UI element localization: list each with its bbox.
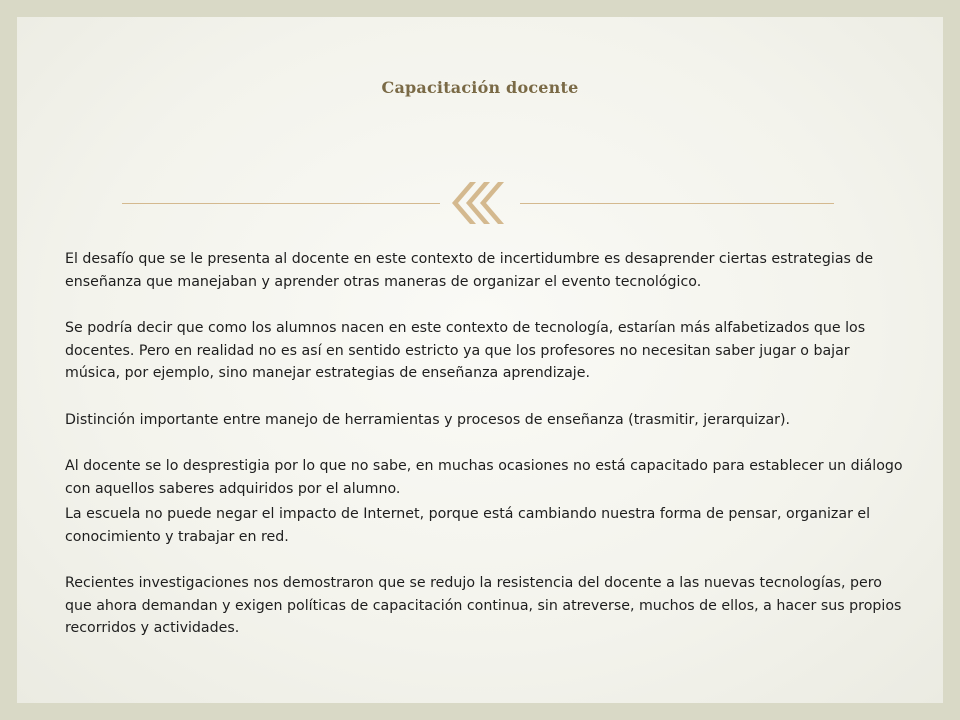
divider-line-right <box>520 203 834 204</box>
body-text <box>65 248 905 640</box>
paragraph-alumnos-tecnologia: Se podría decir que como los alumnos nacen en este contexto de tecnología, estarían más alfabetizados que los docentes. Pero en realidad no es así en sentido estricto ya que los profesores no necesitan saber jugar o bajar música, por ejemplo, sino manejar estrategias de enseñanza aprendizaje. <box>65 320 866 381</box>
paragraph-desprestigio: Al docente se lo desprestigia por lo que no sabe, en muchas ocasiones no está capacitado para establecer un diálogo con aquellos saberes adquiridos por el alumno. <box>65 458 903 497</box>
paragraph-desafio: El desafío que se le presenta al docente en este contexto de incertidumbre es desaprender ciertas estrategias de enseñanza que manejaban y aprender otras maneras de organizar el evento tecnológico. <box>65 251 874 290</box>
divider-line-left <box>122 203 440 204</box>
paragraph-distincion: Distinción importante entre manejo de herramientas y procesos de enseñanza (trasmitir, jerarquizar). <box>65 411 791 428</box>
paragraph-internet: La escuela no puede negar el impacto de Internet, porque está cambiando nuestra forma de pensar, organizar el conocimiento y trabajar en red. <box>65 506 871 545</box>
paragraph-investigaciones: Recientes investigaciones nos demostraron que se redujo la resistencia del docente a las nuevas tecnologías, pero que ahora demandan y exigen políticas de capacitación continua, sin atreverse, muchos de ellos, a hacer sus propios recorridos y actividades. <box>65 575 902 636</box>
chevrons-divider-icon <box>446 178 516 224</box>
slide-title: Capacitación docente <box>381 78 579 97</box>
